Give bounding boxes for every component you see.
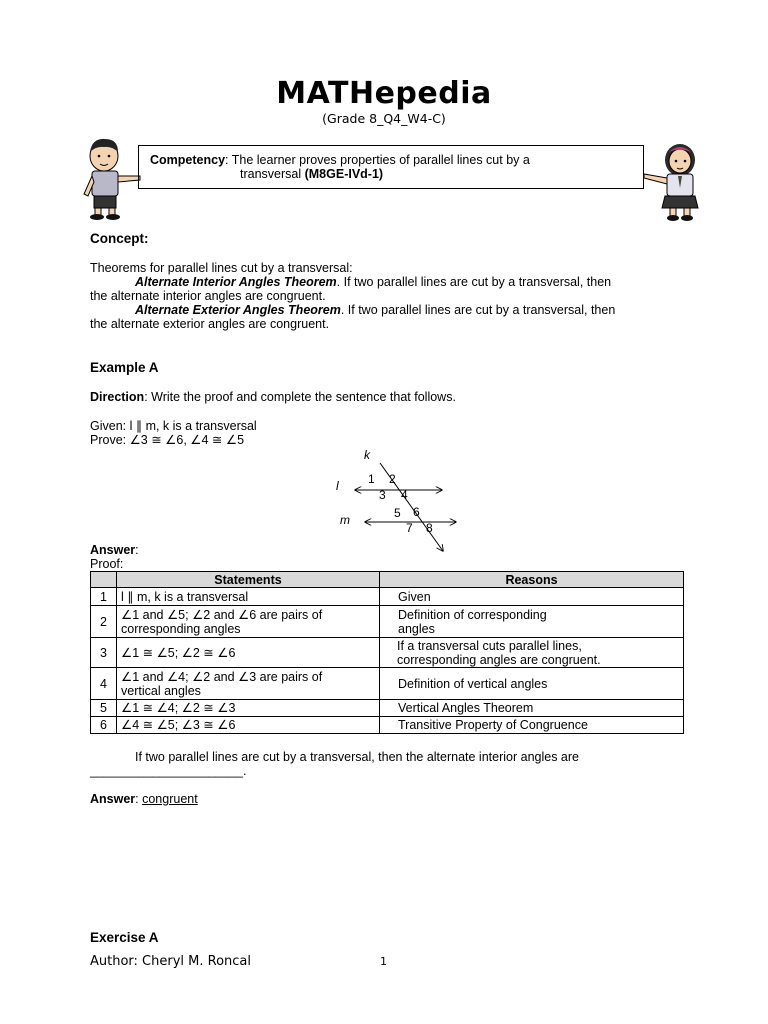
angle-label-8: 8 — [426, 521, 433, 535]
angle-label-7: 7 — [406, 521, 413, 535]
table-header-reasons: Reasons — [380, 572, 684, 588]
theorem-1-text: . If two parallel lines are cut by a transversal, then — [336, 275, 612, 289]
concept-intro: Theorems for parallel lines cut by a transversal: — [90, 261, 353, 275]
table-row — [91, 638, 684, 668]
exercise-heading: Exercise A — [90, 930, 159, 945]
prove-text: Prove: ∠3 ≅ ∠6, ∠4 ≅ ∠5 — [90, 433, 245, 447]
final-answer-value: congruent — [142, 792, 198, 806]
angle-label-4: 4 — [401, 488, 408, 502]
theorem-2-cont: the alternate exterior angles are congruent. — [90, 317, 330, 331]
row-reason — [380, 700, 684, 717]
angle-label-2: 2 — [389, 472, 396, 486]
statement-line: ∠1 ≅ ∠4; ∠2 ≅ ∠3 — [121, 701, 236, 715]
reason-line: corresponding angles are congruent. — [397, 652, 601, 667]
row-statement — [117, 638, 380, 668]
row-reason — [380, 588, 684, 606]
competency-code: (M8GE-IVd-1) — [304, 167, 384, 181]
competency-line-1 — [150, 153, 530, 167]
final-answer-line — [90, 792, 198, 806]
row-number: 5 — [91, 700, 117, 717]
label-l: l — [336, 479, 339, 493]
statement-line: ∠1 ≅ ∠5; ∠2 ≅ ∠6 — [121, 645, 236, 660]
competency-label: Competency — [150, 153, 226, 167]
girl-illustration — [640, 138, 706, 222]
label-m: m — [340, 513, 350, 527]
page-title: MATHepedia — [276, 76, 492, 111]
theorem-2-name: Alternate Exterior Angles Theorem — [135, 303, 341, 317]
table-row — [91, 606, 684, 638]
row-statement — [117, 588, 380, 606]
theorem-2-line — [135, 303, 615, 317]
proof-label: Proof: — [90, 557, 124, 571]
completion-blank: ______________________. — [90, 764, 247, 778]
completion-sentence: If two parallel lines are cut by a transversal, then the alternate interior angles are — [135, 750, 579, 764]
angle-label-3: 3 — [379, 488, 386, 502]
proof-table — [90, 571, 684, 734]
answer-label: Answer — [90, 543, 136, 557]
table-row — [91, 668, 684, 700]
competency-text-cont: transversal — [240, 167, 305, 181]
theorem-1-line — [135, 275, 611, 289]
angle-label-5: 5 — [394, 506, 401, 520]
reason-line: If a transversal cuts parallel lines, — [397, 638, 582, 653]
answer-colon: : — [135, 543, 139, 557]
reason-line: Given — [398, 589, 431, 604]
direction-text: : Write the proof and complete the sentence that follows. — [144, 390, 456, 404]
statement-line: corresponding angles — [121, 621, 241, 636]
label-k: k — [364, 448, 370, 462]
concept-heading: Concept: — [90, 231, 149, 246]
competency-box — [138, 145, 644, 189]
reason-line: Transitive Property of Congruence — [398, 718, 588, 732]
table-row — [91, 700, 684, 717]
parallel-lines-diagram — [330, 445, 460, 555]
reason-line: Definition of corresponding — [398, 607, 547, 622]
theorem-1-name: Alternate Interior Angles Theorem — [135, 275, 337, 289]
row-statement — [117, 606, 380, 638]
direction-label: Direction — [90, 390, 145, 404]
page-number: 1 — [380, 955, 387, 968]
angle-label-6: 6 — [413, 505, 420, 519]
table-header-statements: Statements — [117, 572, 380, 588]
theorem-1-cont: the alternate interior angles are congruent. — [90, 289, 326, 303]
statement-line: l ∥ m, k is a transversal — [121, 589, 249, 604]
table-row — [91, 588, 684, 606]
statement-line: ∠1 and ∠4; ∠2 and ∠3 are pairs of — [121, 669, 323, 684]
angle-label-1: 1 — [368, 472, 375, 486]
row-reason — [380, 606, 684, 638]
row-statement — [117, 717, 380, 734]
reason-line: angles — [398, 621, 435, 636]
table-header-row — [91, 572, 684, 588]
table-header-number — [91, 572, 117, 588]
row-statement — [117, 668, 380, 700]
row-reason — [380, 638, 684, 668]
competency-text: : The learner proves properties of parallel lines cut by a — [225, 153, 530, 167]
theorem-2-text: . If two parallel lines are cut by a transversal, then — [340, 303, 616, 317]
answer-line — [90, 543, 139, 557]
row-number: 3 — [91, 638, 117, 668]
statement-line: vertical angles — [121, 683, 201, 698]
example-heading: Example A — [90, 360, 159, 375]
statement-line: ∠1 and ∠5; ∠2 and ∠6 are pairs of — [121, 607, 323, 622]
row-reason — [380, 668, 684, 700]
reason-line: Definition of vertical angles — [398, 676, 548, 691]
final-answer-label: Answer — [90, 792, 136, 806]
page-subtitle: (Grade 8_Q4_W4-C) — [322, 111, 446, 126]
row-statement — [117, 700, 380, 717]
given-text: Given: l ∥ m, k is a transversal — [90, 419, 257, 433]
table-row — [91, 717, 684, 734]
row-number: 2 — [91, 606, 117, 638]
boy-illustration — [78, 134, 146, 220]
final-answer-colon: : — [135, 792, 143, 806]
direction-line — [90, 390, 456, 404]
competency-line-2 — [240, 167, 383, 181]
row-reason — [380, 717, 684, 734]
footer-author: Author: Cheryl M. Roncal — [90, 954, 251, 969]
reason-line: Vertical Angles Theorem — [398, 701, 534, 715]
row-number: 6 — [91, 717, 117, 734]
statement-line: ∠4 ≅ ∠5; ∠3 ≅ ∠6 — [121, 718, 236, 732]
row-number: 1 — [91, 588, 117, 606]
row-number: 4 — [91, 668, 117, 700]
